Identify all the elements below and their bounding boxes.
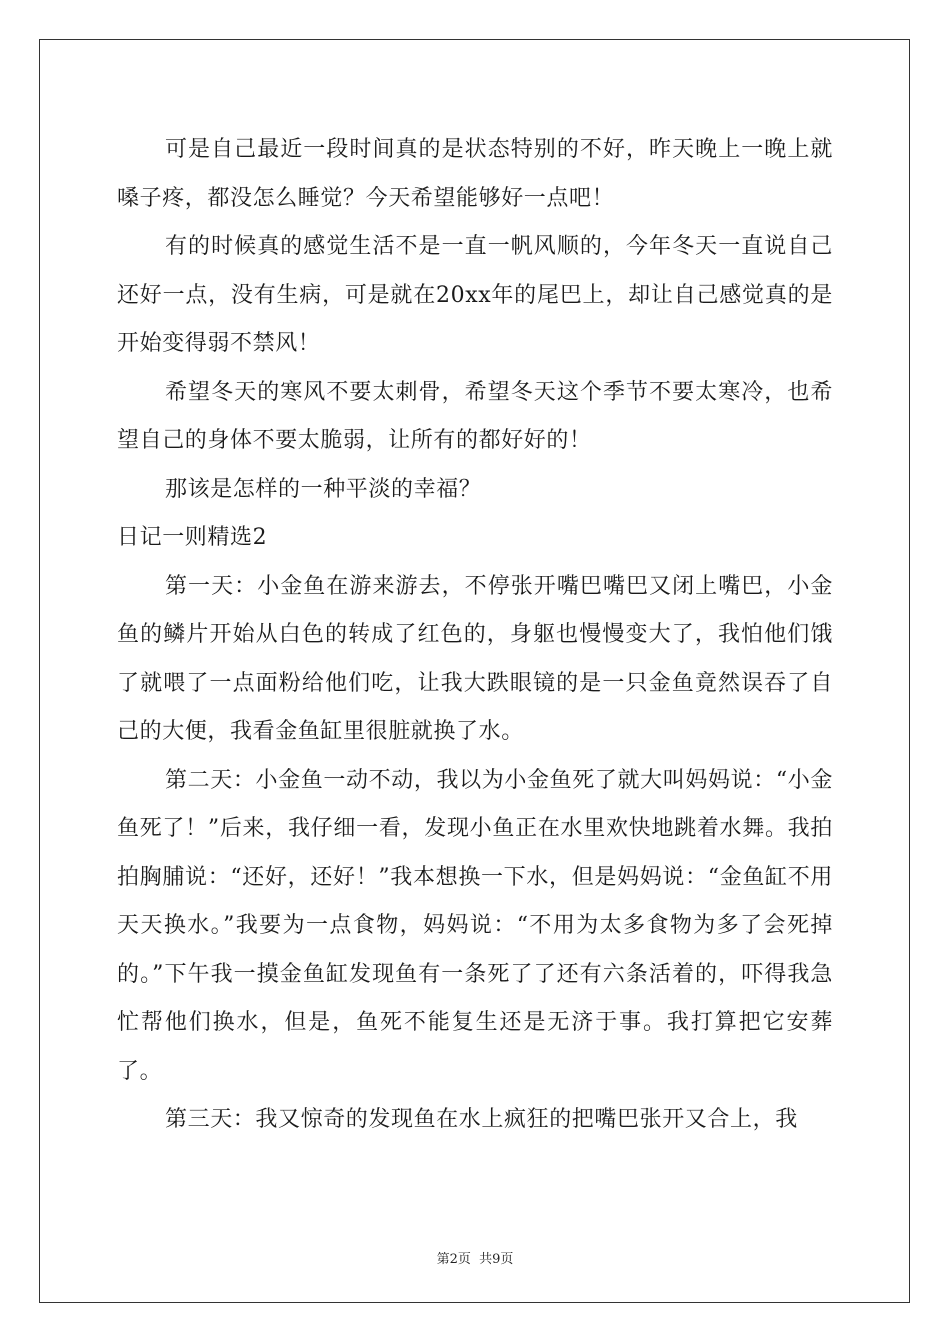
paragraph-3: 希望冬天的寒风不要太刺骨，希望冬天这个季节不要太寒冷，也希望自己的身体不要太脆弱，让所有的都好好的！ xyxy=(117,379,833,453)
paragraph-day-1: 第一天：小金鱼在游来游去，不停张开嘴巴嘴巴又闭上嘴巴，小金鱼的鳞片开始从白色的转成了红色的，身躯也慢慢变大了，我怕他们饿了就喂了一点面粉给他们吃，让我大跌眼镜的是一只金鱼竟然误吞了自己的大便，我看金鱼缸里很脏就换了水。 xyxy=(117,573,833,744)
paragraph-day-2: 第二天：小金鱼一动不动，我以为小金鱼死了就大叫妈妈说：“小金鱼死了！”后来，我仔细一看，发现小鱼正在水里欢快地跳着水舞。我拍拍胸脯说：“还好，还好！”我本想换一下水，但是妈妈说：“金鱼缸不用天天换水。”我要为一点食物，妈妈说：“不用为太多食物为多了会死掉的。”下午我一摸金鱼缸发现鱼有一条死了了还有六条活着的，吓得我急忙帮他们换水，但是，鱼死不能复生还是无济于事。我打算把它安葬了。 xyxy=(117,767,833,1084)
paragraph-4: 那该是怎样的一种平淡的幸福？ xyxy=(165,476,482,502)
paragraph-2: 有的时候真的感觉生活不是一直一帆风顺的，今年冬天一直说自己还好一点，没有生病，可是就在20xx年的尾巴上，却让自己感觉真的是开始变得弱不禁风！ xyxy=(117,234,833,356)
page-total: 共9页 xyxy=(479,1252,514,1267)
paragraph-1: 可是自己最近一段时间真的是状态特别的不好，昨天晚上一晚上就嗓子疼，都没怎么睡觉？今天希望能够好一点吧！ xyxy=(117,137,833,211)
page-footer xyxy=(0,1248,950,1267)
document-body xyxy=(117,126,833,1145)
page-number: 第2页 xyxy=(436,1252,471,1267)
section-heading: 日记一则精选2 xyxy=(117,525,268,550)
paragraph-day-3: 第三天：我又惊奇的发现鱼在水上疯狂的把嘴巴张开又合上，我 xyxy=(165,1107,798,1132)
